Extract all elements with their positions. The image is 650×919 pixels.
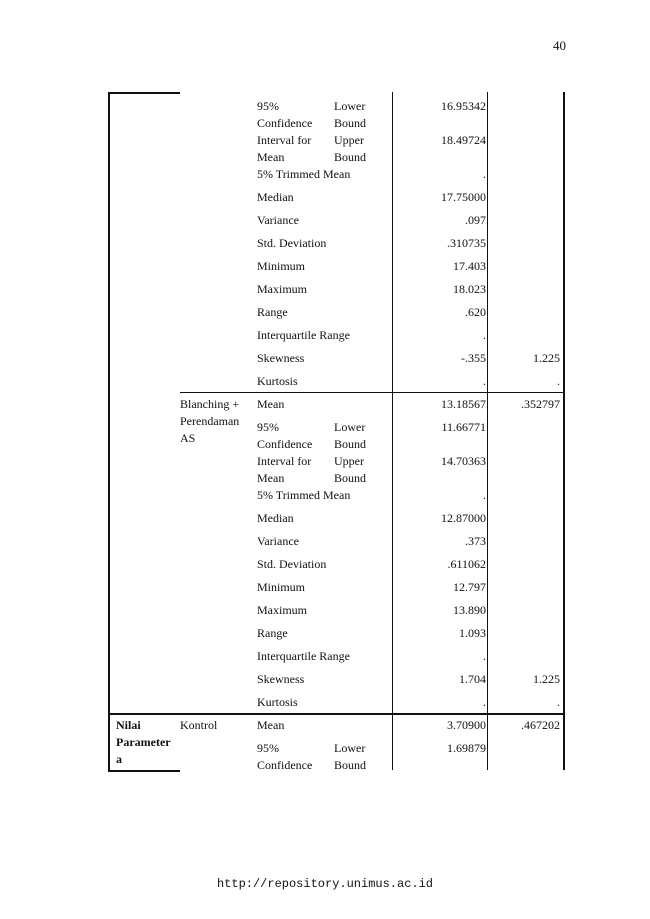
- statistic-value: 1.704: [459, 672, 486, 686]
- bound-label: Lower Bound: [334, 420, 367, 451]
- statistic-value: -.355: [461, 351, 486, 365]
- table-right-border: [563, 92, 565, 770]
- statistic-value: .097: [465, 213, 486, 227]
- statistic-value: 13.890: [453, 603, 486, 617]
- stat-label: 5% Trimmed Mean: [257, 167, 351, 181]
- statistic-value: 11.66771: [441, 420, 486, 434]
- stat-label: Maximum: [257, 282, 307, 296]
- stat-label: 95% Confidence: [257, 99, 313, 130]
- stat-label: Range: [257, 305, 288, 319]
- std-error-value: .: [557, 695, 560, 709]
- statistic-value: 17.403: [453, 259, 486, 273]
- bound-label: Upper Bound: [334, 454, 367, 485]
- statistic-value: .620: [465, 305, 486, 319]
- statistic-value: .611062: [447, 557, 486, 571]
- statistic-value: .: [483, 328, 486, 342]
- std-error-value: 1.225: [533, 672, 560, 686]
- table-left-border: [108, 92, 110, 770]
- stat-label: Median: [257, 190, 294, 204]
- table-top-border: [108, 92, 180, 94]
- stat-label: 95% Confidence: [257, 420, 313, 451]
- statistic-value: 12.87000: [441, 511, 486, 525]
- statistic-value: .: [483, 374, 486, 388]
- stat-label: 5% Trimmed Mean: [257, 488, 351, 502]
- statistic-value: .: [483, 488, 486, 502]
- stat-label: Interval for Mean: [257, 133, 312, 164]
- stat-label: Interval for Mean: [257, 454, 312, 485]
- statistic-value: .: [483, 649, 486, 663]
- stat-label: 95% Confidence: [257, 741, 313, 772]
- statistic-value: 18.023: [453, 282, 486, 296]
- error-column-line: [487, 92, 488, 770]
- group-separator: [180, 392, 563, 393]
- statistic-value: 13.18567: [441, 397, 486, 411]
- stat-label: Variance: [257, 213, 299, 227]
- bound-label: Lower Bound: [334, 99, 367, 130]
- statistic-value: 18.49724: [441, 133, 486, 147]
- treatment-label: Blanching + Perendaman AS: [180, 397, 240, 445]
- stat-label: Std. Deviation: [257, 236, 327, 250]
- variable-label: Nilai Parameter a: [116, 718, 171, 766]
- treatment-label: Kontrol: [180, 718, 218, 732]
- page-number: 40: [553, 38, 566, 53]
- statistic-value: 14.70363: [441, 454, 486, 468]
- statistic-value: 1.093: [459, 626, 486, 640]
- stat-label: Range: [257, 626, 288, 640]
- stat-label: Median: [257, 511, 294, 525]
- bound-label: Lower Bound: [334, 741, 367, 772]
- statistic-value: .: [483, 695, 486, 709]
- statistic-value: 3.70900: [447, 718, 486, 732]
- stat-label: Std. Deviation: [257, 557, 327, 571]
- stat-label: Interquartile Range: [257, 328, 350, 342]
- std-error-value: 1.225: [533, 351, 560, 365]
- value-column-line: [392, 92, 393, 770]
- statistic-value: 16.95342: [441, 99, 486, 113]
- stat-label: Variance: [257, 534, 299, 548]
- stat-label: Maximum: [257, 603, 307, 617]
- footer-url: http://repository.unimus.ac.id: [216, 877, 434, 891]
- stat-label: Skewness: [257, 672, 305, 686]
- statistic-value: .310735: [447, 236, 486, 250]
- stat-label: Kurtosis: [257, 695, 298, 709]
- stat-label: Mean: [257, 397, 285, 411]
- std-error-value: .467202: [521, 718, 560, 732]
- bound-label: Upper Bound: [334, 133, 367, 164]
- stat-label: Minimum: [257, 580, 306, 594]
- group-separator: [108, 713, 563, 715]
- stat-label: Interquartile Range: [257, 649, 350, 663]
- stat-label: Minimum: [257, 259, 306, 273]
- statistic-value: 12.797: [453, 580, 486, 594]
- statistic-value: 17.75000: [441, 190, 486, 204]
- statistic-value: .: [483, 167, 486, 181]
- statistic-value: .373: [465, 534, 486, 548]
- std-error-value: .: [557, 374, 560, 388]
- stat-label: Skewness: [257, 351, 305, 365]
- table-bottom-border: [108, 770, 180, 772]
- std-error-value: .352797: [521, 397, 560, 411]
- statistic-value: 1.69879: [447, 741, 486, 755]
- stat-label: Kurtosis: [257, 374, 298, 388]
- stat-label: Mean: [257, 718, 285, 732]
